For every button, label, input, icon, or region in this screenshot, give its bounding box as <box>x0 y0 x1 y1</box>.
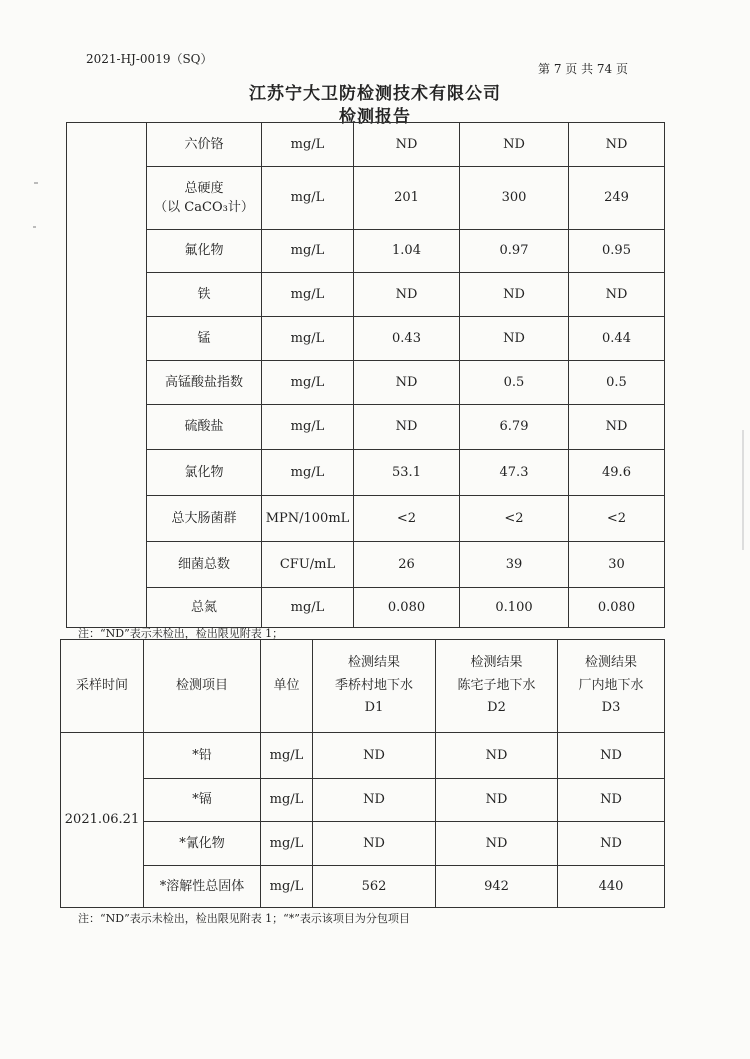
scan-mark <box>742 430 744 550</box>
result-d1: ND <box>354 273 460 317</box>
sampling-time-cell <box>67 123 147 628</box>
unit: mg/L <box>262 405 354 450</box>
unit: CFU/mL <box>262 542 354 588</box>
result-d1: 1.04 <box>354 230 460 273</box>
result-d1: <2 <box>354 496 460 542</box>
page-number: 第 7 页 共 74 页 <box>538 62 628 76</box>
item-name: 氟化物 <box>147 230 262 273</box>
header-row <box>61 640 665 733</box>
header-line: 季桥村地下水 <box>334 677 413 693</box>
result-d2: 942 <box>436 866 558 908</box>
result-d3: ND <box>558 822 665 866</box>
item-name: *镉 <box>144 779 261 822</box>
item-name: 六价铬 <box>147 123 262 167</box>
result-d1: ND <box>354 405 460 450</box>
result-d2: 0.5 <box>460 361 569 405</box>
result-d2: ND <box>460 317 569 361</box>
scan-mark <box>33 226 36 228</box>
unit: mg/L <box>262 167 354 230</box>
item-name: 氯化物 <box>147 450 262 496</box>
table-row <box>61 779 665 822</box>
result-d1: ND <box>313 733 436 779</box>
header-result-d3 <box>558 640 665 733</box>
table-row <box>67 273 665 317</box>
header-line: 检测结果 <box>584 654 637 670</box>
table-row <box>67 450 665 496</box>
header-unit: 单位 <box>261 640 313 733</box>
company-title: 江苏宁大卫防检测技术有限公司 <box>249 84 501 104</box>
result-d3: 440 <box>558 866 665 908</box>
table-note: 注：“ND”表示未检出，检出限见附表 1；“*”表示该项目为分包项目 <box>78 912 410 925</box>
result-d1: ND <box>313 779 436 822</box>
result-d3: 30 <box>569 542 665 588</box>
result-d3: 0.5 <box>569 361 665 405</box>
table-row <box>67 123 665 167</box>
result-d1: 0.080 <box>354 588 460 628</box>
result-d1: 53.1 <box>354 450 460 496</box>
result-d3: 249 <box>569 167 665 230</box>
results-table-1 <box>66 122 665 628</box>
result-d1: ND <box>354 361 460 405</box>
header-line: D2 <box>487 700 506 716</box>
unit: mg/L <box>262 588 354 628</box>
result-d3: 49.6 <box>569 450 665 496</box>
result-d2: ND <box>436 779 558 822</box>
item-name: *溶解性总固体 <box>144 866 261 908</box>
result-d2: 47.3 <box>460 450 569 496</box>
result-d3: <2 <box>569 496 665 542</box>
result-d2: 39 <box>460 542 569 588</box>
header-line: 检测结果 <box>347 654 400 670</box>
item-name: 高锰酸盐指数 <box>147 361 262 405</box>
result-d3: ND <box>569 273 665 317</box>
scan-mark <box>34 182 38 184</box>
result-d1: 201 <box>354 167 460 230</box>
result-d1: ND <box>313 822 436 866</box>
table-row <box>67 167 665 230</box>
header-line: D3 <box>601 700 621 716</box>
report-title: 检测报告 <box>339 107 411 127</box>
result-d3: 0.080 <box>569 588 665 628</box>
unit: mg/L <box>261 779 313 822</box>
unit: mg/L <box>262 317 354 361</box>
header-sampling-time: 采样时间 <box>61 640 144 733</box>
result-d3: ND <box>569 405 665 450</box>
table-row <box>67 361 665 405</box>
item-name: 细菌总数 <box>147 542 262 588</box>
table-row <box>61 866 665 908</box>
result-d1: 562 <box>313 866 436 908</box>
item-name-sub: （以 CaCO₃计） <box>154 200 254 215</box>
result-d2: 0.97 <box>460 230 569 273</box>
item-name <box>147 167 262 230</box>
header-result-d1 <box>313 640 436 733</box>
item-name: 硫酸盐 <box>147 405 262 450</box>
result-d2: ND <box>436 733 558 779</box>
table-row <box>61 733 665 779</box>
table-row <box>67 230 665 273</box>
item-name-line: 总硬度 <box>184 180 224 196</box>
result-d2: ND <box>460 273 569 317</box>
sampling-date: 2021.06.21 <box>61 733 144 908</box>
document-code: 2021-HJ-0019（SQ） <box>86 52 213 66</box>
header-line: 陈宅子地下水 <box>457 677 536 693</box>
item-name: *氰化物 <box>144 822 261 866</box>
table-row <box>67 317 665 361</box>
unit: mg/L <box>262 123 354 167</box>
unit: MPN/100mL <box>262 496 354 542</box>
result-d1: ND <box>354 123 460 167</box>
table-row <box>67 405 665 450</box>
unit: mg/L <box>262 361 354 405</box>
result-d2: ND <box>460 123 569 167</box>
result-d1: 0.43 <box>354 317 460 361</box>
results-table-2 <box>60 639 665 908</box>
item-name: 锰 <box>147 317 262 361</box>
result-d2: <2 <box>460 496 569 542</box>
result-d2: 300 <box>460 167 569 230</box>
table-row <box>67 496 665 542</box>
item-name: 铁 <box>147 273 262 317</box>
table-row <box>61 822 665 866</box>
header-line: D1 <box>364 700 384 716</box>
unit: mg/L <box>262 273 354 317</box>
unit: mg/L <box>262 450 354 496</box>
result-d2: 6.79 <box>460 405 569 450</box>
result-d2: ND <box>436 822 558 866</box>
unit: mg/L <box>261 822 313 866</box>
table-row <box>67 588 665 628</box>
header-line: 厂内地下水 <box>578 677 644 693</box>
item-name: *铅 <box>144 733 261 779</box>
item-name: 总氮 <box>147 588 262 628</box>
table-row <box>67 542 665 588</box>
unit: mg/L <box>261 866 313 908</box>
result-d3: ND <box>558 733 665 779</box>
header-test-item: 检测项目 <box>144 640 261 733</box>
table-note: 注：“ND”表示未检出，检出限见附表 1； <box>78 627 284 640</box>
result-d1: 26 <box>354 542 460 588</box>
unit: mg/L <box>261 733 313 779</box>
result-d3: ND <box>569 123 665 167</box>
header-line: 检测结果 <box>470 654 523 670</box>
result-d3: ND <box>558 779 665 822</box>
unit: mg/L <box>262 230 354 273</box>
result-d3: 0.44 <box>569 317 665 361</box>
item-name: 总大肠菌群 <box>147 496 262 542</box>
result-d2: 0.100 <box>460 588 569 628</box>
result-d3: 0.95 <box>569 230 665 273</box>
header-result-d2 <box>436 640 558 733</box>
